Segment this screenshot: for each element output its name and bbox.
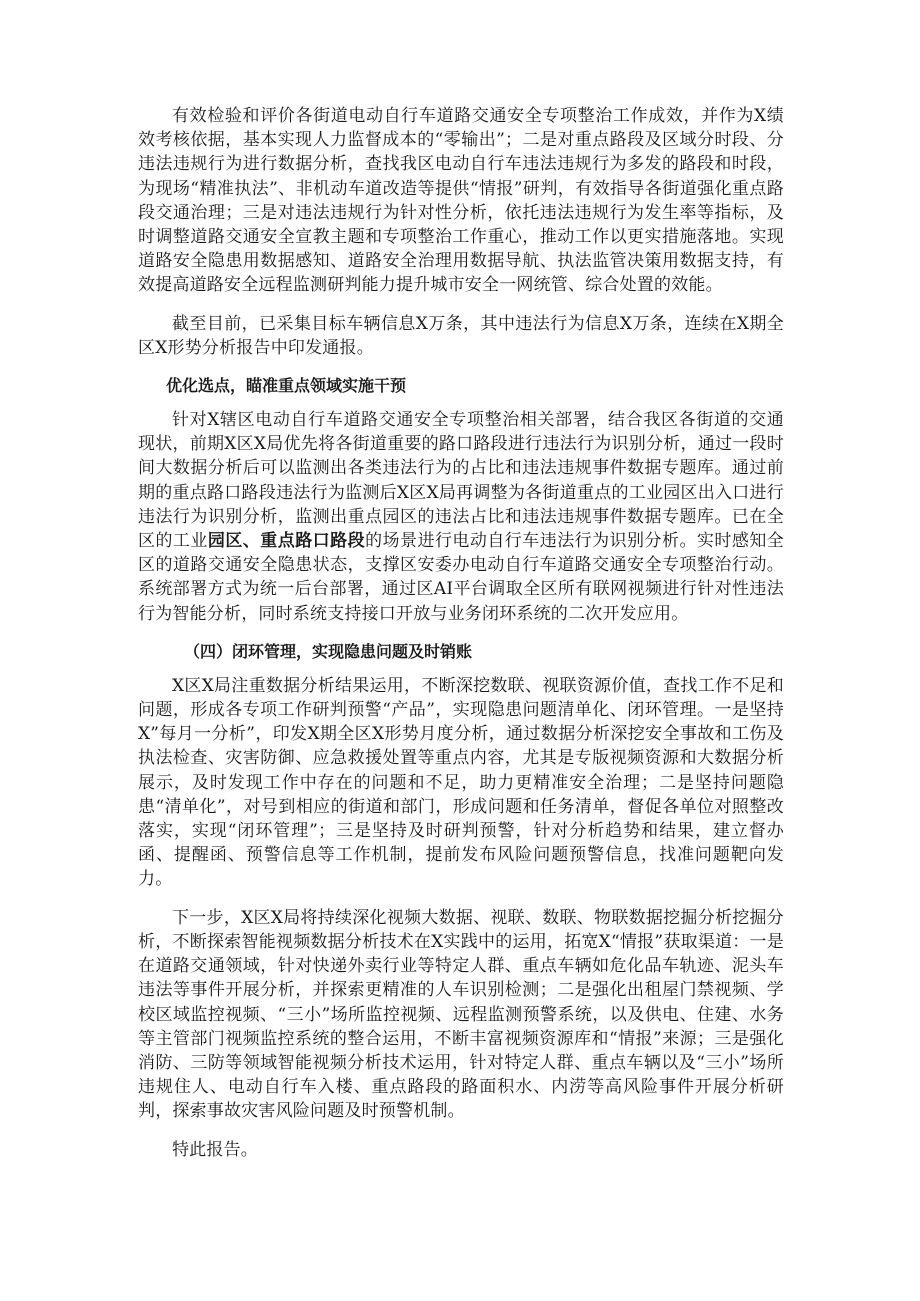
document-body xyxy=(138,104,784,1176)
paragraph-optimize-bold: 园区、重点路口路段 xyxy=(207,531,366,552)
paragraph-optimize-text-2: 的场景进行电动自行车违法行为识别分析。实时感知全区的道路交通安全隐患状态，支撑区安委办电动自行车道路交通安全专项整治行动。系统部署方式为统一后台部署，通过区AI平台调取全区所有联网视频进行针对性违法行为智能分析，同时系统支持接口开放与业务闭环系统的二次开发应用。 xyxy=(138,531,784,624)
paragraph-next-step: 下一步，X区X局将持续深化视频大数据、视联、数联、物联数据挖掘分析挖掘分析，不断探索智能视频数据分析技术在X实践中的运用，拓宽X“情报”获取渠道：一是在道路交通领域，针对快递外卖行业等特定人群、重点车辆如危化品车轨迹、泥头车违法等事件开展分析，并探索更精准的人车识别检测；二是强化出租屋门禁视频、学校区域监控视频、“三小”场所监控视频、远程监测预警系统，以及供电、住建、水务等主管部门视频监控系统的整合运用，不断丰富视频资源库和“情报”来源；三是强化消防、三防等领域智能视频分析技术运用，针对特定人群、重点车辆以及“三小”场所违规住人、电动自行车入楼、重点路段的路面积水、内涝等高风险事件开展分析研判，探索事故灾害风险问题及时预警机制。 xyxy=(138,907,784,1122)
paragraph-optimize-text-1: 针对X辖区电动自行车道路交通安全专项整治相关部署，结合我区各街道的交通现状，前期X区X局优先将各街道重要的路口路段进行违法行为识别分析，通过一段时间大数据分析后可以监测出各类违法行为的占比和违法违规事件数据专题库。通过前期的重点路口路段违法行为监测后X区X局再调整为各街道重点的工业园区出入口进行违法行为识别分析，监测出重点园区的违法占比和违法违规事件数据专题库。已在全区的工业 xyxy=(138,410,784,552)
paragraph-optimize xyxy=(138,408,784,626)
section-heading-closed-loop: （四）闭环管理，实现隐患问题及时销账 xyxy=(184,641,473,661)
paragraph-effectiveness: 有效检验和评价各街道电动自行车道路交通安全专项整治工作成效，并作为X绩效考核依据，基本实现人力监督成本的“零输出”；二是对重点路段及区域分时段、分违法违规行为进行数据分析，查找我区电动自行车违法违规行为多发的路段和时段，为现场“精准执法”、非机动车道改造等提供“情报”研判，有效指导各街道强化重点路段交通治理；三是对违法违规行为针对性分析，依托违法违规行为发生率等指标，及时调整道路交通安全宣教主题和专项整治工作重心，推动工作以更实措施落地。实现道路安全隐患用数据感知、道路安全治理用数据导航、执法监管决策用数据支持，有效提高道路安全远程监测研判能力提升城市安全一网统管、综合处置的效能。 xyxy=(138,106,784,296)
section-heading-optimize: 优化选点，瞄准重点领域实施干预 xyxy=(166,376,407,396)
paragraph-closed-loop: X区X局注重数据分析结果运用，不断深挖数联、视联资源价值，查找工作不足和问题，形成各专项工作研判预警“产品”，实现隐患问题清单化、闭环管理。一是坚持X”每月一分析”，印发X期全区X形势月度分析，通过数据分析深挖安全事故和工伤及执法检查、灾害防御、应急救援处置等重点内容，尤其是专版视频资源和大数据分析展示，及时发现工作中存在的问题和不足，助力更精准安全治理；二是坚持问题隐患“清单化”，对号到相应的街道和部门，形成问题和任务清单，督促各单位对照整改落实，实现“闭环管理”；三是坚持及时研判预警，针对分析趋势和结果，建立督办函、提醒函、预警信息等工作机制，提前发布风险问题预警信息，找准问题靶向发力。 xyxy=(138,675,784,890)
paragraph-progress: 截至目前，已采集目标车辆信息X万条，其中违法行为信息X万条，连续在X期全区X形势分析报告中印发通报。 xyxy=(138,313,784,358)
paragraph-closing: 特此报告。 xyxy=(172,1139,258,1160)
